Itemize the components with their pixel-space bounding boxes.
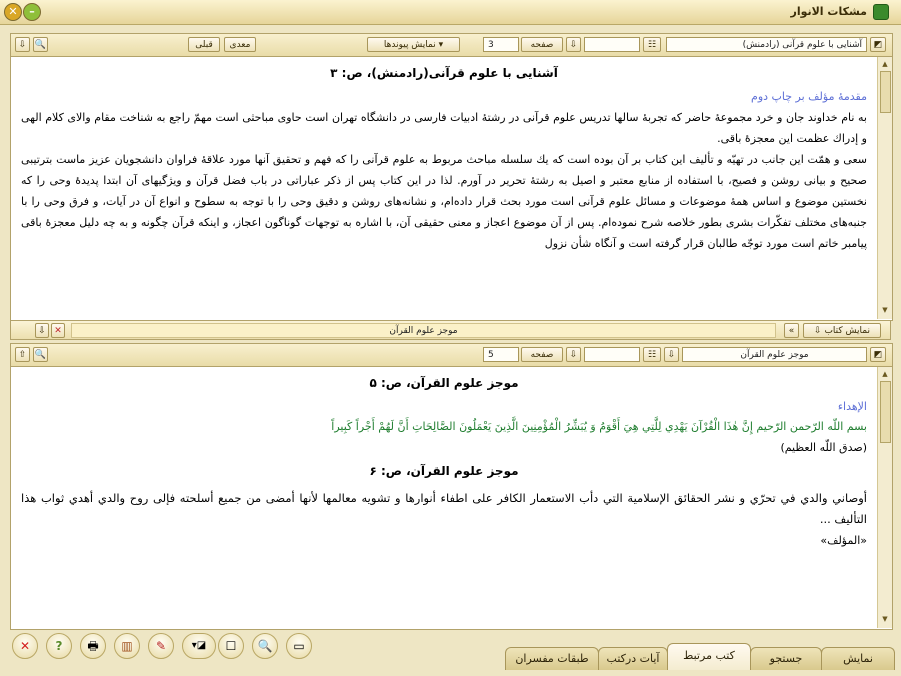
page-label: صفحه [521,37,563,52]
show-book-button[interactable]: ⇩ نمایش کتاب [803,323,881,338]
close-window-button[interactable]: ✕ [4,3,22,21]
related-book-title: موجز علوم القرآن [71,323,776,338]
down-arrow-button[interactable]: ⇩ [15,37,30,52]
tab-commentator-classes[interactable]: طبقات مفسران [505,647,599,670]
book-field[interactable]: آشنایی با علوم قرآنی (رادمنش) [666,37,867,52]
scroll-thumb[interactable] [880,381,891,443]
scroll-down-arrow[interactable]: ▼ [882,615,888,623]
tab-verses-in-books[interactable]: آیات درکتب [598,647,668,670]
tab-bar [0,640,901,676]
top-content [11,57,877,319]
bottom-pane [10,343,893,630]
page-field[interactable]: 3 [483,37,519,52]
top-pane [10,33,893,321]
page-search-field[interactable] [584,347,640,362]
scroll-thumb[interactable] [880,71,891,113]
paragraph: به نام خداوند جان و خرد مجموعهٔ حاضر که تجربهٔ سالها تدریس علوم قرآنی در رشتهٔ ادبیات فارسی در دانشگاه تهران است حاوی مباحثی است مهمّ راجع به شناخت مقام والای کلام الهی و إدراك عظمت این معجزهٔ باقی. [21,111,867,145]
book-down-button[interactable]: ⇩ [664,347,679,362]
bookmark-icon[interactable]: ◩ [870,37,886,52]
paragraph: سعی و همّت این جانب در تهیّه و تألیف این کتاب بر آن بوده است که یك سلسله مباحث مربوط به علوم قرآنی را که فهم و تحقیق آنها مورد علاقهٔ فراوان دانشجویان عزیز ماست بترتیبی صحیح و بیانی روشن و فصیح، با استفاده از منابع معتبر و اصیل به رشتهٔ تحریر در آورم. لذا در این کتاب پس از ذکر عباراتی در باب فضل قرآن و ویژگیهای آن ابتدا پدیدهٔ وحی را که نخستین موضوع و اساس همهٔ موضوعات و مسائل علوم قرآنی است مورد بحث قرار داده‌ام، و نشانه‌های روشن و دقیق وحی را با توجه به سطوح و انواع آن در آیات، و فرق وحی را با جنبه‌های مختلف تفکّرات بشری بطور خلاصه شرح نموده‌ام. پس از آن موضوع اعجاز و معنی حقیقی آن، با اشاره به توجهات گوناگون اعجاز، و اینکه قرآن چگونه و به چه دلیل معجزهٔ باقی پیامبر خاتم است مورد توجّه طالبان قرار گرفته است و آنگاه شأن نزول [21,153,867,250]
book-open-icon[interactable]: ▭ [286,633,312,659]
books-icon[interactable]: ▥ [114,633,140,659]
search-icon[interactable]: 🔍 [33,347,48,362]
page-down-button[interactable]: ⇩ [566,347,581,362]
edit-icon[interactable]: ✎ [148,633,174,659]
search-icon[interactable]: 🔍 [33,37,48,52]
bookmark-icon[interactable]: ◩ [870,347,886,362]
close-icon[interactable]: ✕ [12,633,38,659]
paragraph: أوصاني والدي في تحرّي و نشر الحقائق الإسلامية التي دأب الاستعمار الكافر على اطفاء أنوارها و تشويه معالمها لأنها أمضى من جميع أسلحته فإلى روح والدي أهدي ثواب هذا التأليف ... [21,491,867,526]
show-book-label: نمایش کتاب [824,326,870,336]
scroll-down-arrow[interactable]: ▼ [882,306,888,314]
help-icon[interactable]: ? [46,633,72,659]
up-arrow-button[interactable]: ⇧ [15,347,30,362]
page-heading: آشنایی با علوم قرآنی(رادمنش)، ص: ۳ [330,66,558,80]
collapse-icon[interactable]: « [784,323,799,338]
section-subheading: مقدمهٔ مؤلف بر چاپ دوم [751,90,867,103]
scroll-up-arrow[interactable]: ▲ [882,370,888,378]
index-icon[interactable]: ☷ [643,347,661,362]
links-label: نمایش پیوندها [383,40,436,50]
print-icon[interactable]: 🖶 [80,633,106,659]
signature: «المؤلف» [820,534,867,547]
prev-button[interactable]: قبلی [188,37,220,52]
page-search-field[interactable] [584,37,640,52]
scroll-up-arrow[interactable]: ▲ [882,60,888,68]
bottom-content [11,367,877,628]
minimize-window-button[interactable]: – [23,3,41,21]
page-icon[interactable]: ☐ [218,633,244,659]
meaning-button[interactable]: معدی [224,37,256,52]
app-icon [873,4,889,20]
links-dropdown[interactable]: نمایش پیوندها ▾ [367,37,460,52]
page-heading: موجز علوم القرآن، ص: ۵ [369,376,519,390]
close-icon[interactable]: ✕ [51,323,65,338]
page-down-button[interactable]: ⇩ [566,37,581,52]
export-icon[interactable]: ▾◪ [182,633,216,659]
top-scrollbar[interactable] [877,57,892,319]
split-bar [10,320,891,340]
search-icon[interactable]: 🔍 [252,633,278,659]
window-title: مشکات الانوار [790,5,867,18]
top-toolbar [11,34,892,57]
book-field[interactable]: موجز علوم القرآن [682,347,867,362]
bottom-scrollbar[interactable] [877,367,892,628]
sadaq-line: (صدق اللّه العظيم) [780,441,867,454]
down-arrow-button[interactable]: ⇩ [35,323,49,338]
bottom-toolbar [11,344,892,367]
tab-display[interactable]: نمایش [821,647,895,670]
page-field[interactable]: 5 [483,347,519,362]
quran-verse: بسم اللّه الرّحمن الرّحيم إِنَّ هٰذَا الْقُرْآنَ يَهْدِي لِلَّتِي هِيَ أَقْوَمُ وَ يُبَشِّرُ الْمُؤْمِنِينَ الَّذِينَ يَعْمَلُونَ الصَّالِحَاتِ أَنَّ لَهُمْ أَجْراً كَبِيراً [331,420,867,433]
tab-search[interactable]: جستجو [750,647,822,670]
index-icon[interactable]: ☷ [643,37,661,52]
page-label: صفحه [521,347,563,362]
page-heading-2: موجز علوم القرآن، ص: ۶ [369,464,519,478]
tab-related-books[interactable]: کتب مرتبط [667,643,751,670]
dedication-heading: الإهداء [837,400,867,413]
title-bar [0,0,901,25]
